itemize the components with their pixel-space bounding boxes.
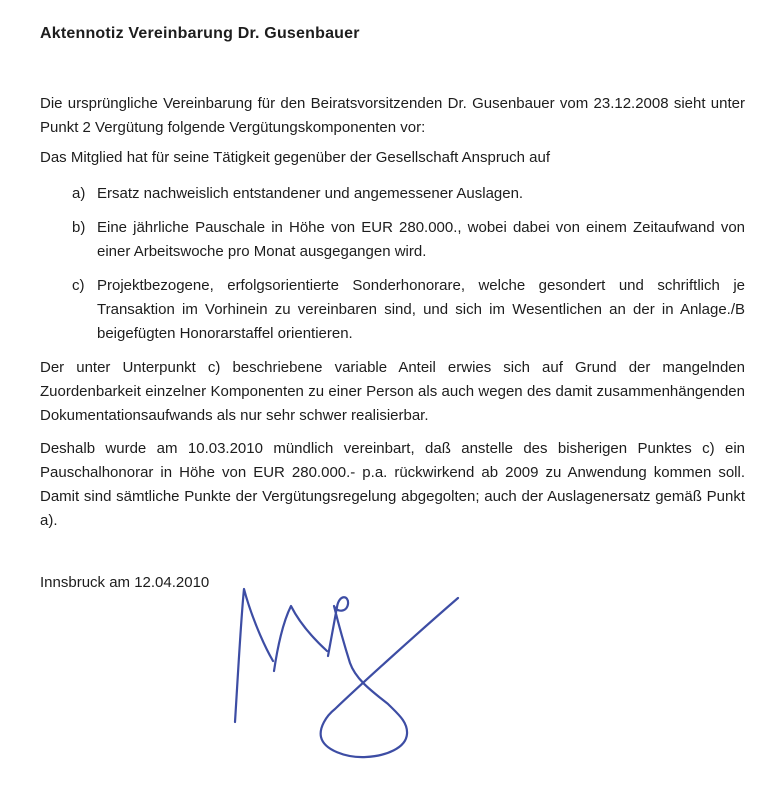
signature-stroke-2 [274,606,327,671]
list-item-b [40,216,745,264]
compensation-list [40,182,745,346]
list-text-c: Projektbezogene, erfolgsorientierte Sonderhonorare, welche gesondert und schriftlich je Transaktion im Vorhinein zu vereinbaren sind, und sich im Wesentlichen an der in Anlage./B beigefügten Honorarstaffel orientieren. [97,277,745,342]
list-text-a: Ersatz nachweislich entstandener und angemessener Auslagen. [97,185,524,202]
paragraph-variable-anteil: Der unter Unterpunkt c) beschriebene variable Anteil erwies sich auf Grund der mangelnden Zuordenbarkeit einzelner Komponenten zu einer Person als auch wegen des damit zusammenhängenden Dokumentationsaufwands als nur sehr schwer realisierbar. [40,359,745,424]
paragraph-lead: Das Mitglied hat für seine Tätigkeit gegenüber der Gesellschaft Anspruch auf [40,149,551,166]
place-date-line: Innsbruck am 12.04.2010 [40,574,210,591]
list-marker-b: b) [72,219,86,236]
list-item-c [40,274,745,346]
signature-stroke-1 [235,589,273,722]
signature-stroke-3 [321,597,458,757]
list-marker-c: c) [72,277,85,294]
list-text-b: Eine jährliche Pauschale in Höhe von EUR 280.000., wobei dabei von einem Zeitaufwand von einer Arbeitswoche pro Monat ausgegangen wird. [97,219,745,260]
paragraph-pauschalhonorar: Deshalb wurde am 10.03.2010 mündlich vereinbart, daß anstelle des bisherigen Punktes c) ein Pauschalhonorar in Höhe von EUR 280.000.- p.a. rückwirkend ab 2009 zu Anwendung kommen soll. Damit sind sämtliche Punkte der Vergütungsregelung abgegolten; auch der Auslagenersatz gemäß Punkt a). [40,440,745,529]
paragraph-intro: Die ursprüngliche Vereinbarung für den Beiratsvorsitzenden Dr. Gusenbauer vom 23.12.2008 sieht unter Punkt 2 Vergütung folgende Vergütungskomponenten vor: [40,95,745,136]
signature-handwriting [228,582,468,767]
document-title: Aktennotiz Vereinbarung Dr. Gusenbauer [40,25,360,42]
list-marker-a: a) [72,185,86,202]
list-item-a [40,182,745,206]
